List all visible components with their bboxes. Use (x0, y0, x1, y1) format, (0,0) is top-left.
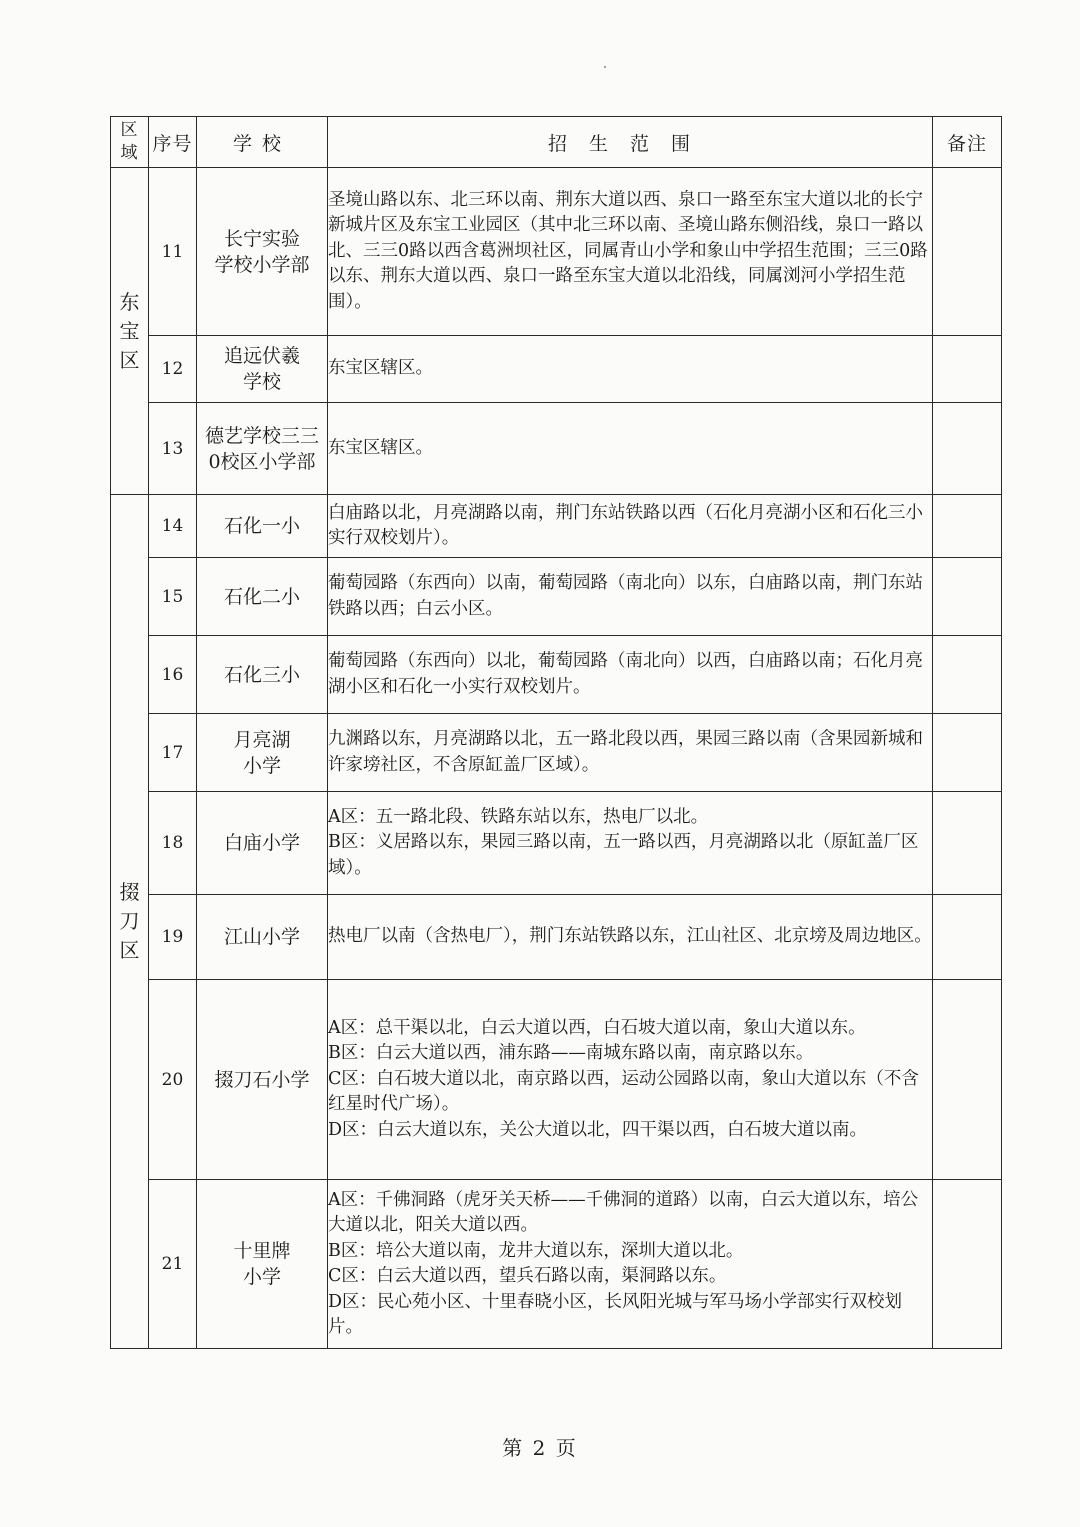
seq-cell: 17 (149, 714, 197, 792)
school-cell: 追远伏羲 学校 (197, 336, 328, 403)
table-row (111, 714, 1002, 792)
scope-cell (328, 792, 933, 895)
header-seq-label: 序号 (152, 132, 193, 155)
region-name: 东 宝 区 (119, 289, 140, 372)
notes-cell (933, 636, 1002, 714)
table-row (111, 403, 1002, 495)
scope-line: A区：千佛洞路（虎牙关天桥——千佛洞的道路）以南，白云大道以东，培公大道以北，阳关大道以西。 (328, 1189, 919, 1235)
table-row (111, 792, 1002, 895)
school-cell: 十里牌 小学 (197, 1180, 328, 1349)
seq-cell: 18 (149, 792, 197, 895)
notes-cell (933, 792, 1002, 895)
header-scope-label: 招生范围 (547, 132, 712, 155)
scope-line: C区：白石坡大道以北，南京路以西，运动公园路以南，象山大道以东（不含红星时代广场）。 (328, 1068, 919, 1115)
header-region-label: 区 域 (120, 120, 139, 163)
seq-cell: 19 (149, 895, 197, 980)
school-cell: 长宁实验 学校小学部 (197, 168, 328, 336)
seq-cell: 13 (149, 403, 197, 495)
scope-cell (328, 980, 933, 1180)
seq-cell: 16 (149, 636, 197, 714)
notes-cell (933, 168, 1002, 336)
scope-cell: 圣境山路以东、北三环以南、荆东大道以西、泉口一路至东宝大道以北的长宁新城片区及东宝工业园区（其中北三环以南、圣境山路东侧沿线，泉口一路以北、三三0路以西含葛洲坝社区，同属青山小学和象山中学招生范围；三三0路以东、荆东大道以西、泉口一路至东宝大道以北沿线，同属浏河小学招生范围）。 (328, 168, 933, 336)
scan-speck (604, 66, 606, 68)
notes-cell (933, 403, 1002, 495)
header-notes-label: 备注 (946, 132, 987, 155)
header-school (197, 117, 328, 168)
scope-line: D区：民心苑小区、十里春晓小区，长风阳光城与军马场小学部实行双校划片。 (328, 1291, 903, 1337)
notes-cell (933, 558, 1002, 636)
region-cell-dongbao (111, 168, 149, 495)
scope-cell: 葡萄园路（东西向）以北，葡萄园路（南北向）以西，白庙路以南；石化月亮湖小区和石化一小实行双校划片。 (328, 636, 933, 714)
table-row (111, 336, 1002, 403)
notes-cell (933, 714, 1002, 792)
page-number: 第 2 页 (502, 1436, 578, 1460)
table-header-row (111, 117, 1002, 168)
notes-cell (933, 895, 1002, 980)
school-cell: 月亮湖 小学 (197, 714, 328, 792)
seq-cell: 11 (149, 168, 197, 336)
seq-cell: 20 (149, 980, 197, 1180)
scope-line: B区：白云大道以西，浦东路——南城东路以南，南京路以东。 (328, 1043, 814, 1064)
header-notes (933, 117, 1002, 168)
notes-cell (933, 495, 1002, 558)
school-cell: 掇刀石小学 (197, 980, 328, 1180)
scope-cell: 热电厂以南（含热电厂），荆门东站铁路以东，江山社区、北京塝及周边地区。 (328, 895, 933, 980)
school-cell: 石化一小 (197, 495, 328, 558)
scope-line: B区：培公大道以南，龙井大道以东，深圳大道以北。 (328, 1240, 744, 1261)
admission-zone-table (110, 116, 1002, 1349)
scope-cell (328, 1180, 933, 1349)
header-scope (328, 117, 933, 168)
scope-cell: 九渊路以东，月亮湖路以北，五一路北段以西，果园三路以南（含果园新城和许家塝社区，不含原缸盖厂区域）。 (328, 714, 933, 792)
table-row (111, 558, 1002, 636)
table-row (111, 495, 1002, 558)
table-row (111, 168, 1002, 336)
scope-line: D区：白云大道以东，关公大道以北，四干渠以西，白石坡大道以南。 (328, 1119, 868, 1140)
notes-cell (933, 980, 1002, 1180)
school-cell: 德艺学校三三 0校区小学部 (197, 403, 328, 495)
table-row (111, 1180, 1002, 1349)
table-row (111, 636, 1002, 714)
school-cell: 石化三小 (197, 636, 328, 714)
scope-cell: 葡萄园路（东西向）以南，葡萄园路（南北向）以东，白庙路以南，荆门东站铁路以西；白云小区。 (328, 558, 933, 636)
scope-line: A区：五一路北段、铁路东站以东，热电厂以北。 (328, 806, 709, 827)
table-row (111, 980, 1002, 1180)
scope-line: C区：白云大道以西，望兵石路以南，渠洞路以东。 (328, 1266, 727, 1286)
scope-line: B区：义居路以东，果园三路以南，五一路以西，月亮湖路以北（原缸盖厂区域）。 (328, 832, 919, 878)
seq-cell: 14 (149, 495, 197, 558)
school-cell: 石化二小 (197, 558, 328, 636)
region-cell-duodao (111, 495, 149, 1349)
scope-cell: 东宝区辖区。 (328, 336, 933, 403)
school-cell: 江山小学 (197, 895, 328, 980)
scope-line: A区：总干渠以北，白云大道以西，白石坡大道以南，象山大道以东。 (328, 1017, 866, 1038)
notes-cell (933, 1180, 1002, 1349)
table-row (111, 895, 1002, 980)
scope-cell: 白庙路以北，月亮湖路以南，荆门东站铁路以西（石化月亮湖小区和石化三小实行双校划片）。 (328, 495, 933, 558)
seq-cell: 12 (149, 336, 197, 403)
seq-cell: 15 (149, 558, 197, 636)
school-cell: 白庙小学 (197, 792, 328, 895)
header-region (111, 117, 149, 168)
header-seq (149, 117, 197, 168)
header-school-label: 学校 (232, 132, 291, 155)
seq-cell: 21 (149, 1180, 197, 1349)
scope-cell: 东宝区辖区。 (328, 403, 933, 495)
notes-cell (933, 336, 1002, 403)
region-name: 掇 刀 区 (119, 880, 140, 962)
